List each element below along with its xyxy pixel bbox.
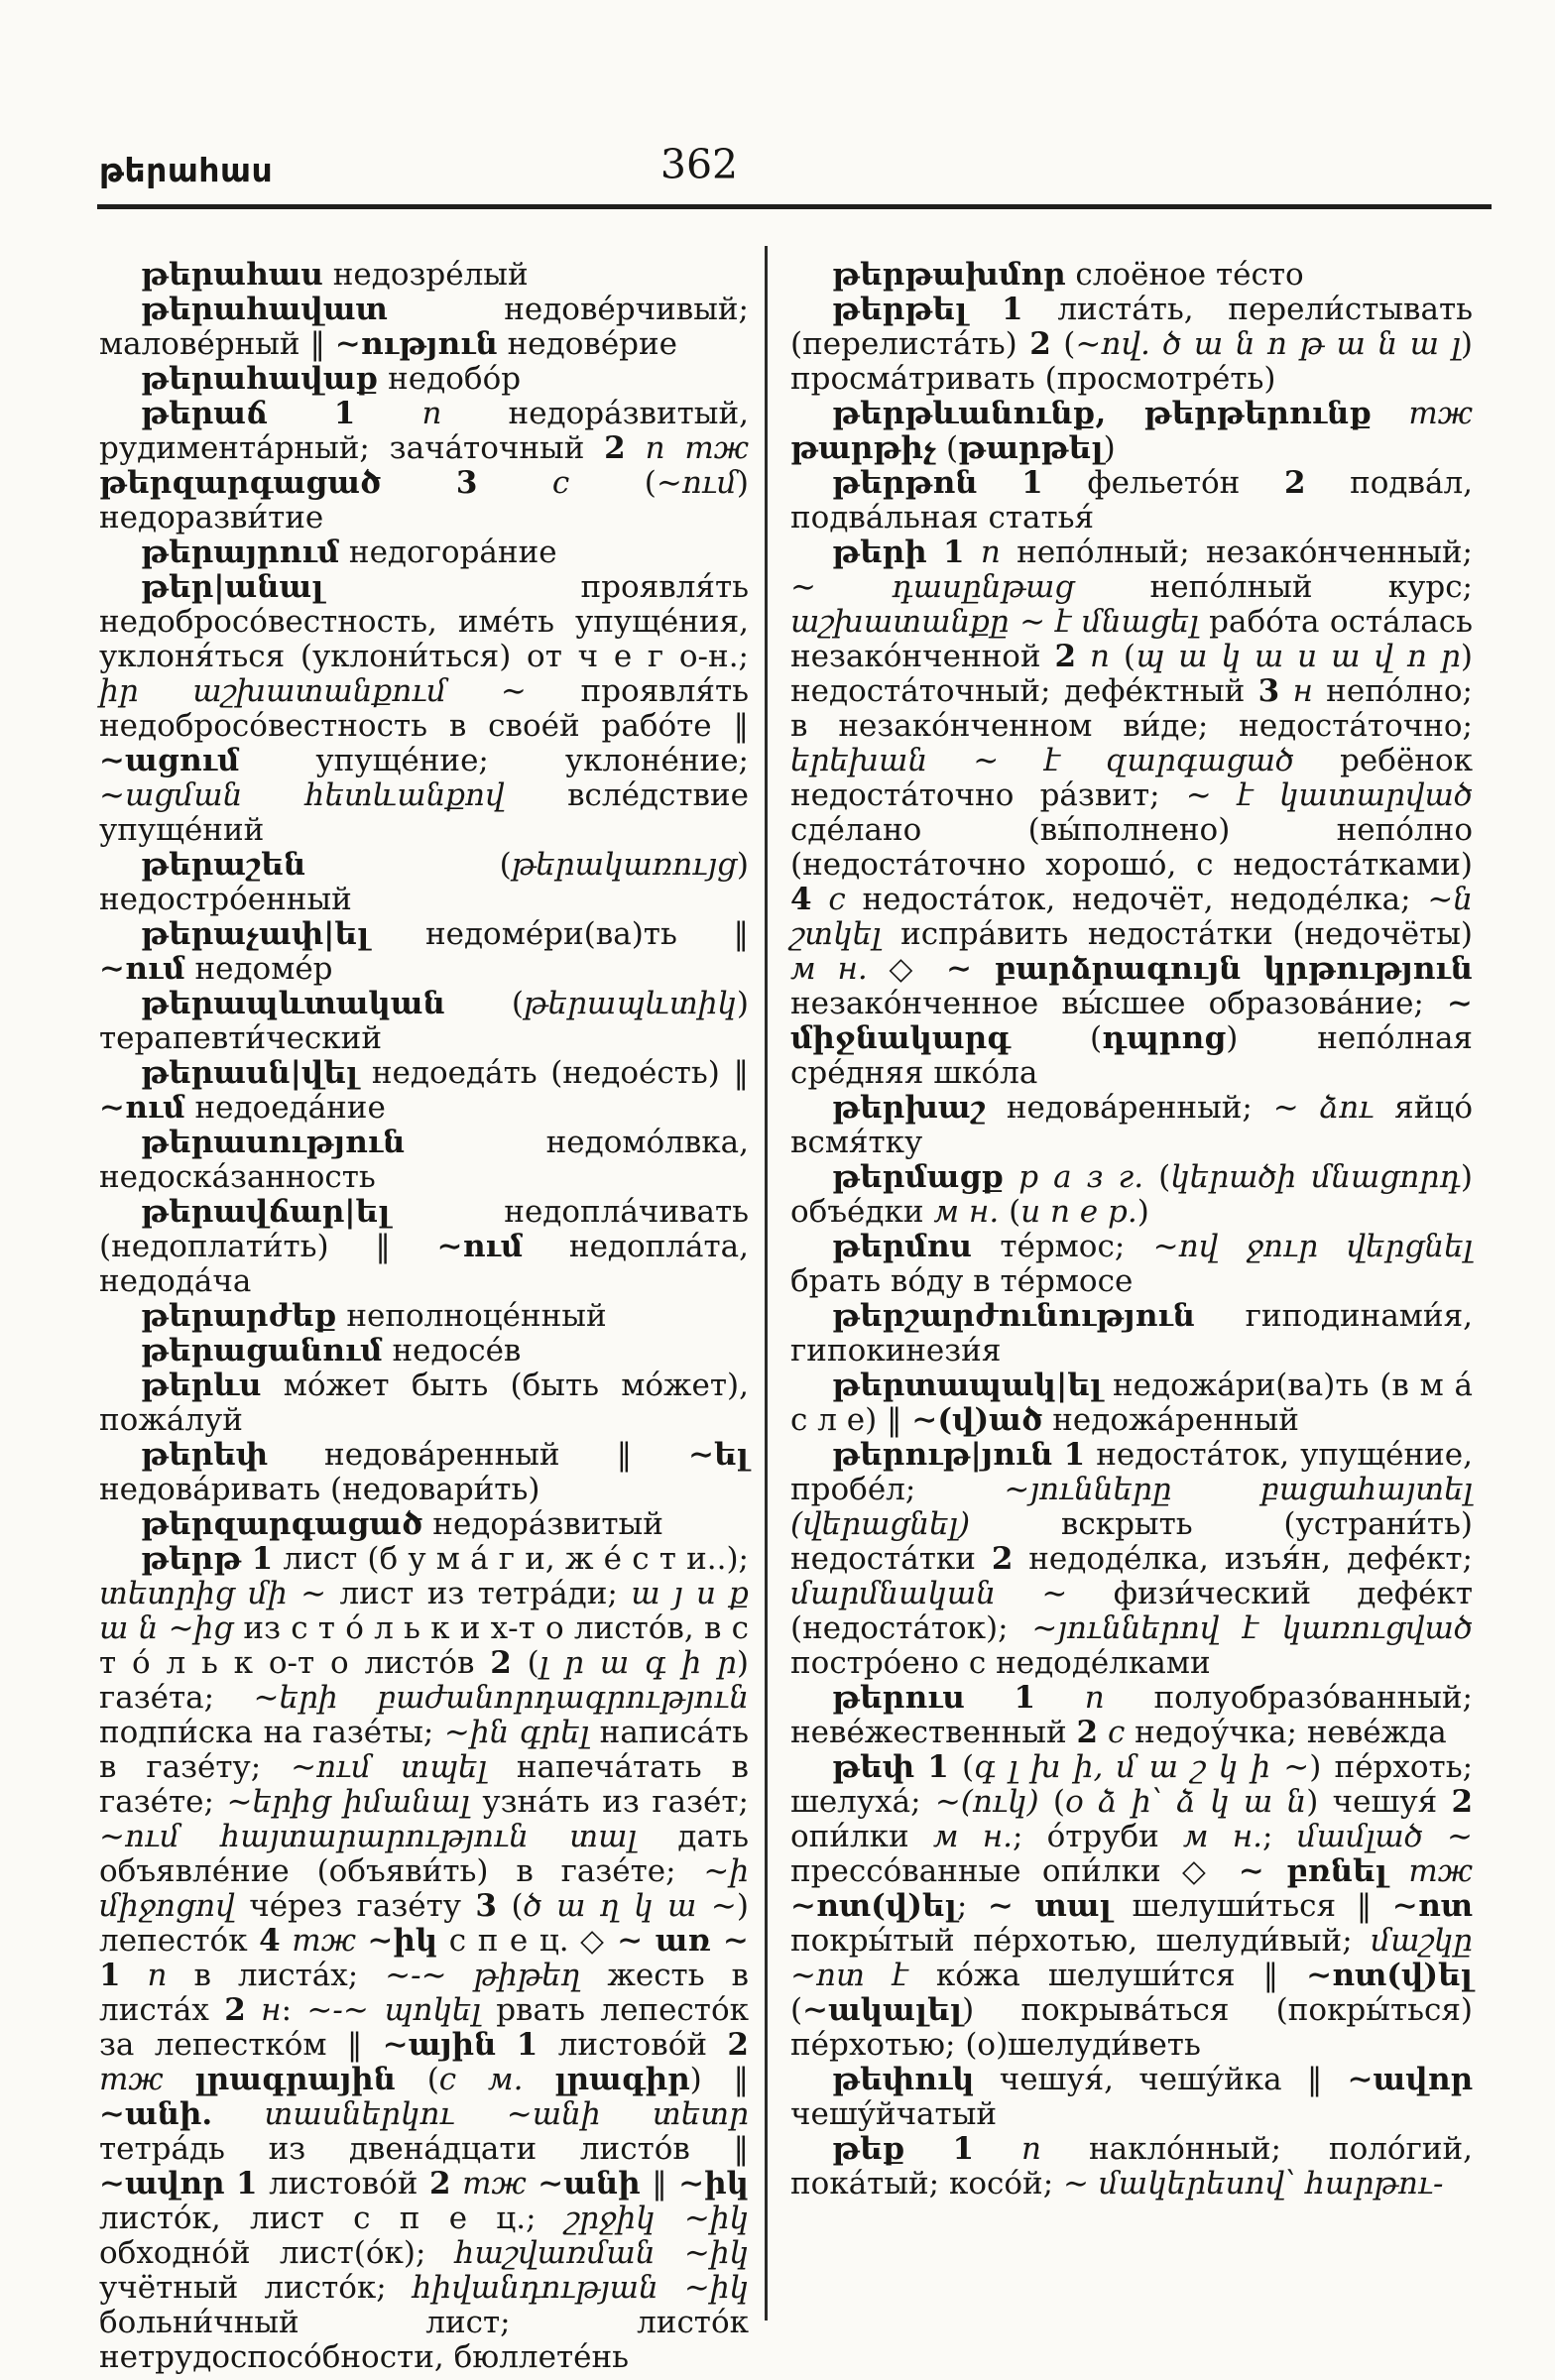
dictionary-entry: թերշարժունություն гиподинами́я, гипокинези́я [790, 1298, 1473, 1368]
dictionary-entry: թերաչափ|ել недоме́ри(ва)ть ‖ ∼ում недоме́р [99, 916, 749, 987]
dictionary-entry: թերաշեն (թերակառույց) недостро́енный [99, 847, 749, 917]
dictionary-entry: թերաճ 1 п недора́звитый, рудимента́рный; зача́точный 2 п тж թերզարգացած 3 с (∼ում) недоразви́тие [99, 396, 750, 536]
dictionary-entry: թերթ 1 лист (б у м а́ г и, ж е́ с т и..); տետրից մի ∼ лист из тетра́ди; ա յ ս ք ա ն ∼ից из с т о́ л ь к и х-т о листо́в, в с т о́ л ь к о-т о листо́в 2 (լ ր ա գ ի ր) газе́та; ∼երի բաժանորդագրություն подпи́ска на газе́ты; ∼ին գրել написа́ть в газе́ту; ∼ում տպել напеча́тать в газе́те; ∼երից իմանալ узна́ть из газе́т; ∼ում հայտարարություն տալ дать объявле́ние (объяви́ть) в газе́те; ∼ի միջոցով че́рез газе́ту 3 (ծ ա ղ կ ա ∼) лепесто́к 4 тж ∼իկ с п е ц. ◇ ∼ առ ∼ 1 п в листа́х; ∼-∼ թիթեղ жесть в листа́х 2 н: ∼-∼ պոկել рвать лепесто́к за лепестко́м ‖ ∼ային 1 листово́й 2 тж լրագրային (с м. լրագիր) ‖ ∼անի. տասներկու ∼անի տետր тетра́дь из двена́дцати листо́в ‖ ∼ավոր 1 листово́й 2 тж ∼անի ‖ ∼իկ листо́к, лист с п е ц.; շրջիկ ∼իկ обходно́й лист(о́к); հաշվառման ∼իկ учётный листо́к; հիվանդության ∼իկ больни́чный лист; листо́к нетрудоспосо́бности, бюллете́нь [99, 1541, 750, 2375]
dictionary-entry: թերթոն 1 фельето́н 2 подва́л, подва́льная статья́ [790, 465, 1473, 536]
column-divider [765, 246, 768, 2320]
dictionary-entry: թերահաս недозре́лый [141, 257, 529, 293]
dictionary-entry: թերացանում недосе́в [141, 1333, 522, 1368]
dictionary-entry: թերթևանունք, թերթերունք тж թարթիչ (թարթել) [790, 396, 1473, 466]
dictionary-entry: թերթել 1 листа́ть, перели́стывать (перелиста́ть) 2 (∼ով. ծ ա ն ո թ ա ն ա լ) просма́тривать (просмотре́ть) [790, 292, 1474, 397]
dictionary-entry: թերեփ недова́ренный ‖ ∼ել недова́ривать (недовари́ть) [99, 1437, 749, 1507]
dictionary-entry: թերահավատ недове́рчивый; малове́рный ‖ ∼ություն недове́рие [99, 292, 749, 362]
dictionary-entry: թերայրում недогора́ние [141, 535, 557, 570]
header-rule [97, 204, 1492, 209]
dictionary-entry: թերասություն недомо́лвка, недоска́занность [99, 1125, 749, 1195]
dictionary-entry: թերթախմոր слоёное те́сто [832, 257, 1304, 293]
dictionary-entry: թերևս мо́жет быть (быть мо́жет), пожа́луй [99, 1368, 749, 1438]
dictionary-entry: թերարժեք неполноце́нный [141, 1298, 607, 1334]
dictionary-entry: թերապևտական (թերապևտիկ) терапевти́ческий [99, 986, 749, 1056]
dictionary-entry: թերուս 1 п полуобразо́ванный; неве́жественный 2 с недоу́чка; неве́жда [790, 1680, 1473, 1750]
dictionary-entry: թեփուկ чешуя́, чешу́йка ‖ ∼ավոր чешу́йчатый [790, 2062, 1473, 2132]
running-headword: թերահաս [99, 151, 274, 189]
dictionary-entry: թերավճար|ել недопла́чивать (недоплати́ть) ‖ ∼ում недопла́та, недода́ча [99, 1194, 749, 1299]
dictionary-entry: թերխաշ недова́ренный; ∼ ձու яйцо́ всмя́тку [790, 1090, 1473, 1160]
dictionary-entry: թերտապակ|ել недожа́ри(ва)ть (в м а́ с л е) ‖ ∼(վ)ած недожа́ренный [790, 1368, 1473, 1438]
dictionary-entry: թեր|անալ проявля́ть недобросо́вестность, име́ть упуще́ния, уклоня́ться (уклони́ться) от ч е г о-н.; իր աշխատանքում ∼ проявля́ть недобросо́вестность в свое́й рабо́те ‖ ∼ացում упуще́ние; уклоне́ние; ∼ացման հետևանքով всле́дствие упуще́ний [99, 569, 749, 848]
dictionary-entry: թերասն|վել недоеда́ть (недое́сть) ‖ ∼ում недоеда́ние [99, 1055, 749, 1126]
dictionary-entry: թերահավաք недобо́р [141, 361, 522, 397]
dictionary-entry: թերի 1 п непо́лный; незако́нченный; ∼ դասընթաց непо́лный курс; աշխատանքը ∼ է մնացել рабо́та оста́лась незако́нченной 2 п (պ ա կ ա ս ա վ ո ր) недоста́точный; дефе́ктный 3 н непо́лно; в незако́нченном ви́де; недоста́точно; երեխան ∼ է զարգացած ребёнок недоста́точно ра́звит; ∼ է կատարված сде́лано (вы́полнено) непо́лно (недоста́точно хорошо́, с недоста́тками) 4 с недоста́ток, недочёт, недоде́лка; ∼ն շտկել испра́вить недоста́тки (недочёты) м н. ◇ ∼ բարձրագույն կրթություն незако́нченное вы́сшее образова́ние; ∼ միջնակարգ (դպրոց) непо́лная сре́дняя шко́ла [790, 535, 1474, 1091]
right-column [790, 258, 1473, 2202]
dictionary-entry: թերմոս те́рмос; ∼ով ջուր վերցնել брать во́ду в те́рмосе [790, 1229, 1473, 1299]
dictionary-entry: թեփ 1 (գ լ խ ի, մ ա շ կ ի ∼) пе́рхоть; шелуха́; ∼(ուկ) (օ ձ ի՝ ձ կ ա ն) чешуя́ 2 опи́лки м н.; о́труби м н.; մամլած ∼ прессо́ванные опи́лки ◇ ∼ բռնել тж ∼ոտ(վ)ել; ∼ տալ шелуши́ться ‖ ∼ոտ покры́тый пе́рхотью, шелуди́вый; մաշկը ∼ոտ է ко́жа шелуши́тся ‖ ∼ոտ(վ)ել (∼ակալել) покрыва́ться (покры́ться) пе́рхотью; (о)шелуди́веть [790, 1749, 1474, 2063]
left-column [99, 258, 749, 2375]
page-number: 362 [659, 141, 739, 188]
dictionary-entry: թեք 1 п накло́нный; поло́гий, пока́тый; косо́й; ∼ մակերեսով՝ հարթու- [790, 2131, 1474, 2202]
dictionary-entry: թերութ|յուն 1 недоста́ток, упуще́ние, пробе́л; ∼յունները բացահայտել (վերացնել) вскрыть (устрани́ть) недоста́тки 2 недоде́лка, изъя́н, дефе́кт; մարմնական ∼ физи́ческий дефе́кт (недоста́ток); ∼յուններով է կառուցված постро́ено с недоде́лками [790, 1437, 1474, 1681]
dictionary-entry: թերմացք р а з г. (կերածի մնացորդ) объе́дки м н. (и п е р.) [790, 1159, 1473, 1230]
dictionary-entry: թերզարգացած недора́звитый [141, 1506, 663, 1542]
